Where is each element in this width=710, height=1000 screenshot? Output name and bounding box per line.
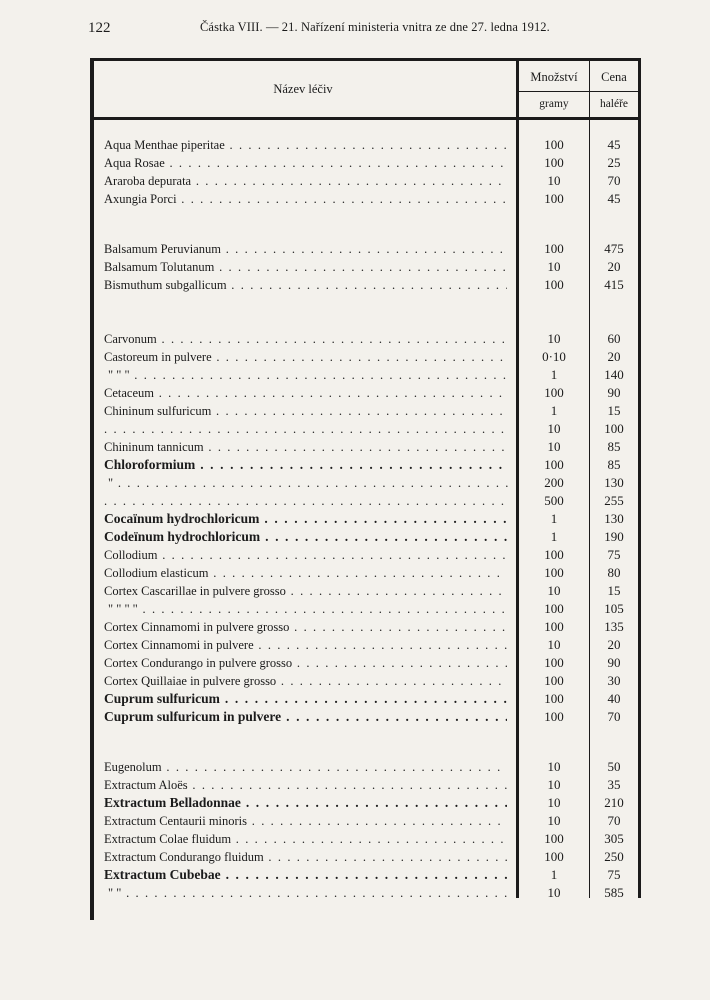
table-row xyxy=(90,456,641,474)
price-cell: 60 xyxy=(607,331,621,346)
price-cell: 100 xyxy=(604,421,624,436)
price-cell: 35 xyxy=(607,777,621,792)
price-cell: 20 xyxy=(607,637,621,652)
quantity-cell: 100 xyxy=(544,655,564,670)
table-row xyxy=(90,172,641,190)
drug-name: Aqua Rosae . . . xyxy=(104,154,507,172)
quantity-cell: 10 xyxy=(547,259,561,274)
drug-name: Chininum sulfuricum . . . xyxy=(104,402,507,420)
drug-name: Balsamum Peruvianum . . . xyxy=(104,240,507,258)
price-cell: 30 xyxy=(607,673,621,688)
drug-name: Cortex Cascarillae in pulvere grosso . . . xyxy=(104,582,507,600)
price-cell: 75 xyxy=(607,547,621,562)
table-row xyxy=(90,776,641,794)
drug-name: Axungia Porci . . . xyxy=(104,190,507,208)
quantity-cell: 10 xyxy=(547,583,561,598)
quantity-cell: 100 xyxy=(544,457,564,472)
drug-name: Cortex Cinnamomi in pulvere . . . xyxy=(104,636,507,654)
drug-name: " " " . . . xyxy=(104,366,511,384)
price-cell: 210 xyxy=(604,795,624,810)
quantity-cell: 1 xyxy=(550,867,558,882)
page-number: 122 xyxy=(88,20,111,36)
price-cell: 45 xyxy=(607,137,621,152)
drug-name: Extractum Condurango fluidum . . . xyxy=(104,848,507,866)
drug-name: Extractum Belladonnae . . . xyxy=(104,794,507,812)
table-row xyxy=(90,866,641,884)
quantity-cell: 1 xyxy=(550,403,558,418)
table-row xyxy=(90,528,641,546)
table-row xyxy=(90,812,641,830)
quantity-cell: 10 xyxy=(547,637,561,652)
price-cell: 70 xyxy=(607,173,621,188)
quantity-cell: 100 xyxy=(544,673,564,688)
quantity-cell: 100 xyxy=(544,601,564,616)
table-row xyxy=(90,438,641,456)
quantity-cell: 10 xyxy=(547,421,561,436)
price-cell: 90 xyxy=(607,655,621,670)
drug-name: " " " " . . . xyxy=(104,600,511,618)
quantity-cell: 100 xyxy=(544,137,564,152)
table-row xyxy=(90,690,641,708)
price-cell: 70 xyxy=(607,709,621,724)
column-unit-price: haléře xyxy=(599,98,629,110)
table-row xyxy=(90,276,641,294)
quantity-cell: 100 xyxy=(544,619,564,634)
table-row xyxy=(90,582,641,600)
drug-name: Collodium elasticum . . . xyxy=(104,564,507,582)
table-row xyxy=(90,190,641,208)
drug-name xyxy=(104,492,507,510)
price-cell: 40 xyxy=(607,691,621,706)
drug-name: Cuprum sulfuricum in pulvere . . . xyxy=(104,708,507,726)
column-header-quantity: Množství xyxy=(530,70,578,84)
price-cell: 250 xyxy=(604,849,624,864)
drug-name: Castoreum in pulvere . . . xyxy=(104,348,507,366)
drug-name: Extractum Colae fluidum . . . xyxy=(104,830,507,848)
drug-name: Carvonum . . . xyxy=(104,330,507,348)
drug-name: Cortex Cinnamomi in pulvere grosso . . . xyxy=(104,618,507,636)
quantity-cell: 10 xyxy=(547,331,561,346)
drug-name: Eugenolum . . . xyxy=(104,758,507,776)
table-row xyxy=(90,708,641,726)
price-cell: 25 xyxy=(607,155,621,170)
table-row xyxy=(90,600,641,618)
quantity-cell: 10 xyxy=(547,813,561,828)
quantity-cell: 100 xyxy=(544,385,564,400)
table-row xyxy=(90,618,641,636)
quantity-cell: 10 xyxy=(547,795,561,810)
quantity-cell: 10 xyxy=(547,759,561,774)
price-cell: 130 xyxy=(604,475,624,490)
drug-name: Chloroformium . . . xyxy=(104,456,507,474)
price-cell: 75 xyxy=(607,867,621,882)
quantity-cell: 0·10 xyxy=(542,349,566,364)
quantity-cell: 100 xyxy=(544,849,564,864)
quantity-cell: 10 xyxy=(547,777,561,792)
table-row xyxy=(90,636,641,654)
quantity-cell: 1 xyxy=(550,367,558,382)
running-header: Částka VIII. — 21. Nařízení ministeria vnitra ze dne 27. ledna 1912. xyxy=(200,20,550,34)
table-row xyxy=(90,240,641,258)
column-unit-quantity: gramy xyxy=(539,98,569,110)
table-row xyxy=(90,654,641,672)
drug-name: Balsamum Tolutanum . . . xyxy=(104,258,507,276)
quantity-cell: 100 xyxy=(544,709,564,724)
table-row xyxy=(90,366,641,384)
drug-name: Extractum Centaurii minoris . . . xyxy=(104,812,507,830)
price-cell: 85 xyxy=(607,439,621,454)
drug-name: Codeïnum hydrochloricum . . . xyxy=(104,528,507,546)
drug-name: " . . . xyxy=(104,474,511,492)
price-cell: 190 xyxy=(604,529,624,544)
price-cell: 135 xyxy=(604,619,624,634)
quantity-cell: 100 xyxy=(544,547,564,562)
table-row xyxy=(90,136,641,154)
drug-name: Extractum Aloës . . . xyxy=(104,776,507,794)
price-cell: 140 xyxy=(604,367,624,382)
price-cell: 15 xyxy=(607,583,621,598)
quantity-cell: 100 xyxy=(544,831,564,846)
price-cell: 255 xyxy=(604,493,624,508)
table-row xyxy=(90,384,641,402)
quantity-cell: 100 xyxy=(544,691,564,706)
table-row xyxy=(90,330,641,348)
column-header-price: Cena xyxy=(601,70,627,84)
price-cell: 130 xyxy=(604,511,624,526)
price-cell: 415 xyxy=(604,277,624,292)
drug-name: Cuprum sulfuricum . . . xyxy=(104,690,507,708)
price-cell: 15 xyxy=(607,403,621,418)
quantity-cell: 500 xyxy=(544,493,564,508)
drug-name: Aqua Menthae piperitae . . . xyxy=(104,136,507,154)
quantity-cell: 1 xyxy=(550,511,558,526)
table-row xyxy=(90,492,641,510)
table-border-top xyxy=(90,58,641,61)
price-cell: 50 xyxy=(607,759,621,774)
price-cell: 305 xyxy=(604,831,624,846)
quantity-cell: 1 xyxy=(550,529,558,544)
quantity-cell: 100 xyxy=(544,565,564,580)
price-cell: 475 xyxy=(604,241,624,256)
price-cell: 585 xyxy=(604,885,624,900)
drug-name: Cocaïnum hydrochloricum . . . xyxy=(104,510,507,528)
drug-name: Cetaceum . . . xyxy=(104,384,507,402)
price-cell: 90 xyxy=(607,385,621,400)
table-row xyxy=(90,830,641,848)
table-row xyxy=(90,474,641,492)
price-cell: 45 xyxy=(607,191,621,206)
quantity-cell: 100 xyxy=(544,191,564,206)
table-row xyxy=(90,546,641,564)
price-table xyxy=(90,58,641,920)
quantity-cell: 200 xyxy=(544,475,564,490)
quantity-cell: 100 xyxy=(544,155,564,170)
drug-name: Chininum tannicum . . . xyxy=(104,438,507,456)
table-row xyxy=(90,420,641,438)
price-cell: 70 xyxy=(607,813,621,828)
quantity-cell: 10 xyxy=(547,439,561,454)
quantity-cell: 10 xyxy=(547,885,561,900)
quantity-cell: 100 xyxy=(544,241,564,256)
quantity-cell: 100 xyxy=(544,277,564,292)
drug-name: Cortex Condurango in pulvere grosso . . . xyxy=(104,654,507,672)
table-row xyxy=(90,794,641,812)
drug-name: Cortex Quillaiae in pulvere grosso . . . xyxy=(104,672,507,690)
table-row xyxy=(90,848,641,866)
price-cell: 20 xyxy=(607,259,621,274)
table-row xyxy=(90,402,641,420)
header-rule xyxy=(90,117,641,120)
price-cell: 80 xyxy=(607,565,621,580)
drug-name: Extractum Cubebae . . . xyxy=(104,866,507,884)
table-row xyxy=(90,510,641,528)
quantity-cell: 10 xyxy=(547,173,561,188)
drug-name: Collodium . . . xyxy=(104,546,507,564)
table-row xyxy=(90,884,641,902)
drug-name: " " . . . xyxy=(104,884,511,902)
table-row xyxy=(90,348,641,366)
table-row xyxy=(90,258,641,276)
drug-name: Bismuthum subgallicum . . . xyxy=(104,276,507,294)
table-row xyxy=(90,154,641,172)
drug-name xyxy=(104,420,507,438)
table-row xyxy=(90,564,641,582)
price-cell: 105 xyxy=(604,601,624,616)
price-cell: 20 xyxy=(607,349,621,364)
column-header-name: Název léčiv xyxy=(273,82,333,96)
unit-rule xyxy=(516,91,641,92)
table-row xyxy=(90,758,641,776)
table-row xyxy=(90,672,641,690)
price-cell: 85 xyxy=(607,457,621,472)
drug-name: Araroba depurata . . . xyxy=(104,172,507,190)
